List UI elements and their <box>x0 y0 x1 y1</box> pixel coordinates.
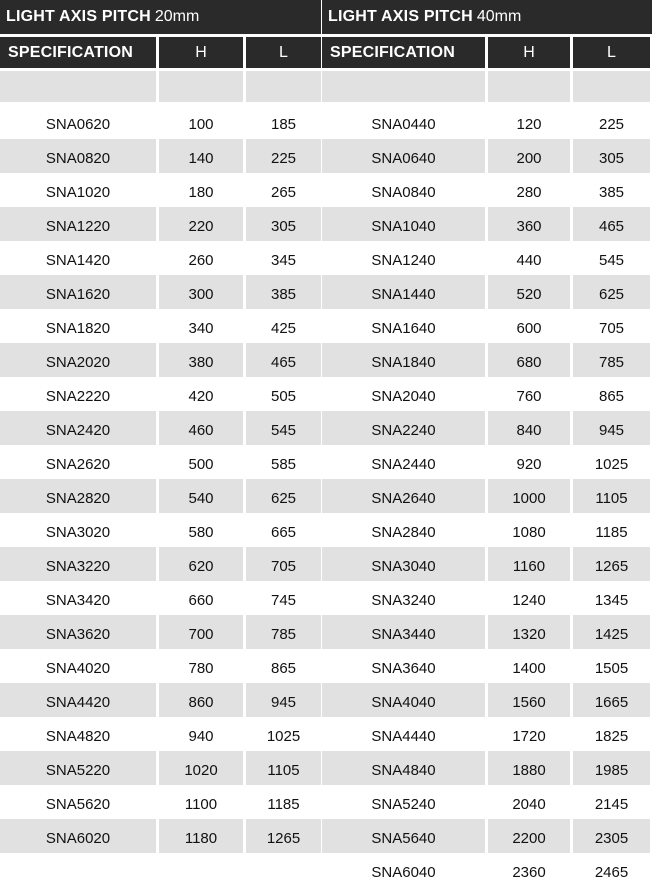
h-cell: 1160 <box>488 547 570 581</box>
table-row <box>0 105 321 139</box>
spec-cell: SNA3220 <box>0 547 156 581</box>
h-cell: 2200 <box>488 819 570 853</box>
spec-cell: SNA1040 <box>322 207 485 241</box>
l-cell: 545 <box>246 411 321 445</box>
l-cell: 1185 <box>246 785 321 819</box>
table-row <box>322 819 652 853</box>
h-cell: 1080 <box>488 513 570 547</box>
spec-cell: SNA3040 <box>322 547 485 581</box>
h-cell: 1180 <box>159 819 243 853</box>
spec-cell: SNA4440 <box>322 717 485 751</box>
l-cell: 305 <box>246 207 321 241</box>
h-cell: 260 <box>159 241 243 275</box>
h-cell: 660 <box>159 581 243 615</box>
spec-cell: SNA0840 <box>322 173 485 207</box>
spec-cell: SNA1440 <box>322 275 485 309</box>
table-row <box>322 343 652 377</box>
table-row <box>322 207 652 241</box>
table-row <box>322 173 652 207</box>
table-row <box>0 819 321 853</box>
spec-cell: SNA0440 <box>322 105 485 139</box>
table-row <box>0 343 321 377</box>
table-row <box>0 751 321 785</box>
spec-cell: SNA4040 <box>322 683 485 717</box>
spec-cell: SNA1840 <box>322 343 485 377</box>
l-cell: 345 <box>246 241 321 275</box>
spec-cell: SNA4820 <box>0 717 156 751</box>
spec-cell: SNA1020 <box>0 173 156 207</box>
table-row <box>0 785 321 819</box>
table-pitch-40mm <box>322 0 652 887</box>
spec-cell: SNA2420 <box>0 411 156 445</box>
spec-cell: SNA0640 <box>322 139 485 173</box>
h-cell: 1400 <box>488 649 570 683</box>
l-cell: 1025 <box>246 717 321 751</box>
spec-cell: SNA3020 <box>0 513 156 547</box>
spec-cell: SNA1220 <box>0 207 156 241</box>
l-cell: 585 <box>246 445 321 479</box>
l-cell: 1825 <box>573 717 650 751</box>
spec-cell: SNA1620 <box>0 275 156 309</box>
h-cell: 220 <box>159 207 243 241</box>
l-cell: 865 <box>573 377 650 411</box>
spec-cell: SNA2840 <box>322 513 485 547</box>
h-cell: 300 <box>159 275 243 309</box>
table-row <box>322 411 652 445</box>
l-cell: 1185 <box>573 513 650 547</box>
table-row <box>0 241 321 275</box>
spec-cell: SNA4840 <box>322 751 485 785</box>
spec-cell: SNA5220 <box>0 751 156 785</box>
table-row <box>322 139 652 173</box>
h-cell: 920 <box>488 445 570 479</box>
l-cell: 2305 <box>573 819 650 853</box>
table-row <box>322 105 652 139</box>
spec-cell: SNA0620 <box>0 105 156 139</box>
spec-cell: SNA2020 <box>0 343 156 377</box>
spec-cell <box>0 71 156 102</box>
table-row <box>0 513 321 547</box>
table-row <box>322 717 652 751</box>
table-row <box>322 615 652 649</box>
table-row <box>0 377 321 411</box>
table-body <box>322 71 652 887</box>
title-label: LIGHT AXIS PITCH <box>6 8 151 25</box>
h-cell: 1880 <box>488 751 570 785</box>
l-cell: 625 <box>246 479 321 513</box>
l-cell: 225 <box>573 105 650 139</box>
l-cell: 785 <box>573 343 650 377</box>
spec-cell: SNA5620 <box>0 785 156 819</box>
l-cell: 465 <box>573 207 650 241</box>
table-row <box>322 513 652 547</box>
l-cell: 305 <box>573 139 650 173</box>
table-title <box>0 0 321 34</box>
l-cell: 665 <box>246 513 321 547</box>
table-row <box>0 683 321 717</box>
h-cell: 600 <box>488 309 570 343</box>
l-cell: 1025 <box>573 445 650 479</box>
spec-cell: SNA6020 <box>0 819 156 853</box>
table-row <box>0 275 321 309</box>
h-cell: 780 <box>159 649 243 683</box>
l-cell: 1265 <box>246 819 321 853</box>
h-cell <box>159 71 243 102</box>
spec-cell: SNA2040 <box>322 377 485 411</box>
h-cell: 380 <box>159 343 243 377</box>
title-pitch-value: 40mm <box>476 8 522 25</box>
table-row <box>322 445 652 479</box>
table-body <box>0 71 321 853</box>
h-cell: 500 <box>159 445 243 479</box>
header-l: L <box>573 37 650 68</box>
table-row <box>322 241 652 275</box>
l-cell: 1105 <box>246 751 321 785</box>
h-cell: 1320 <box>488 615 570 649</box>
l-cell: 2465 <box>573 853 650 887</box>
spec-cell: SNA2620 <box>0 445 156 479</box>
spec-cell: SNA5240 <box>322 785 485 819</box>
h-cell: 1100 <box>159 785 243 819</box>
h-cell: 1240 <box>488 581 570 615</box>
h-cell: 520 <box>488 275 570 309</box>
table-row <box>0 71 321 102</box>
spec-cell: SNA6040 <box>322 853 485 887</box>
h-cell: 580 <box>159 513 243 547</box>
table-row <box>0 173 321 207</box>
l-cell: 545 <box>573 241 650 275</box>
h-cell: 2040 <box>488 785 570 819</box>
h-cell: 940 <box>159 717 243 751</box>
column-headers <box>0 37 321 68</box>
spec-cell: SNA0820 <box>0 139 156 173</box>
l-cell: 1985 <box>573 751 650 785</box>
spec-cell: SNA3240 <box>322 581 485 615</box>
l-cell: 865 <box>246 649 321 683</box>
h-cell: 1000 <box>488 479 570 513</box>
header-specification: SPECIFICATION <box>322 37 485 68</box>
table-row <box>322 751 652 785</box>
table-row <box>322 785 652 819</box>
l-cell: 785 <box>246 615 321 649</box>
h-cell: 1020 <box>159 751 243 785</box>
h-cell: 420 <box>159 377 243 411</box>
header-l: L <box>246 37 321 68</box>
h-cell: 540 <box>159 479 243 513</box>
l-cell: 385 <box>573 173 650 207</box>
l-cell: 1105 <box>573 479 650 513</box>
table-row <box>0 309 321 343</box>
table-row <box>322 649 652 683</box>
table-row <box>322 683 652 717</box>
header-h: H <box>159 37 243 68</box>
h-cell: 1720 <box>488 717 570 751</box>
h-cell: 180 <box>159 173 243 207</box>
l-cell: 1345 <box>573 581 650 615</box>
l-cell: 385 <box>246 275 321 309</box>
title-pitch-value: 20mm <box>154 8 200 25</box>
h-cell: 760 <box>488 377 570 411</box>
spacer-cell <box>322 71 485 102</box>
l-cell <box>246 71 321 102</box>
table-row <box>0 139 321 173</box>
spec-cell: SNA2640 <box>322 479 485 513</box>
l-cell: 265 <box>246 173 321 207</box>
table-row <box>322 581 652 615</box>
title-label: LIGHT AXIS PITCH <box>328 8 473 25</box>
h-cell: 860 <box>159 683 243 717</box>
table-row <box>0 445 321 479</box>
h-cell: 440 <box>488 241 570 275</box>
table-title <box>322 0 652 34</box>
h-cell: 840 <box>488 411 570 445</box>
table-row <box>322 853 652 887</box>
table-row <box>0 207 321 241</box>
l-cell: 225 <box>246 139 321 173</box>
table-row <box>0 717 321 751</box>
l-cell: 425 <box>246 309 321 343</box>
h-cell: 460 <box>159 411 243 445</box>
l-cell: 505 <box>246 377 321 411</box>
column-headers <box>322 37 652 68</box>
h-cell: 140 <box>159 139 243 173</box>
spec-cell: SNA3440 <box>322 615 485 649</box>
h-cell: 280 <box>488 173 570 207</box>
header-specification: SPECIFICATION <box>0 37 156 68</box>
table-row <box>322 309 652 343</box>
l-cell: 465 <box>246 343 321 377</box>
spec-cell: SNA5640 <box>322 819 485 853</box>
spec-cell: SNA3620 <box>0 615 156 649</box>
l-cell: 945 <box>573 411 650 445</box>
table-row <box>0 649 321 683</box>
spec-cell: SNA2440 <box>322 445 485 479</box>
spec-cell: SNA1640 <box>322 309 485 343</box>
l-cell: 2145 <box>573 785 650 819</box>
l-cell: 745 <box>246 581 321 615</box>
h-cell: 200 <box>488 139 570 173</box>
table-pitch-20mm <box>0 0 321 853</box>
h-cell: 120 <box>488 105 570 139</box>
h-cell: 340 <box>159 309 243 343</box>
spec-cell: SNA2240 <box>322 411 485 445</box>
table-row <box>322 547 652 581</box>
spacer-cell <box>573 71 650 102</box>
table-row <box>322 479 652 513</box>
l-cell: 1425 <box>573 615 650 649</box>
spec-cell: SNA1420 <box>0 241 156 275</box>
h-cell: 100 <box>159 105 243 139</box>
spec-cell: SNA3420 <box>0 581 156 615</box>
spec-cell: SNA4020 <box>0 649 156 683</box>
l-cell: 625 <box>573 275 650 309</box>
spec-cell: SNA1240 <box>322 241 485 275</box>
l-cell: 705 <box>573 309 650 343</box>
l-cell: 1505 <box>573 649 650 683</box>
spec-cell: SNA2220 <box>0 377 156 411</box>
l-cell: 945 <box>246 683 321 717</box>
table-row <box>322 275 652 309</box>
h-cell: 620 <box>159 547 243 581</box>
table-row <box>0 581 321 615</box>
table-row <box>0 547 321 581</box>
table-row <box>0 615 321 649</box>
h-cell: 2360 <box>488 853 570 887</box>
spacer-cell <box>488 71 570 102</box>
table-row <box>0 411 321 445</box>
h-cell: 360 <box>488 207 570 241</box>
l-cell: 1265 <box>573 547 650 581</box>
table-row <box>0 479 321 513</box>
spec-cell: SNA3640 <box>322 649 485 683</box>
l-cell: 185 <box>246 105 321 139</box>
h-cell: 1560 <box>488 683 570 717</box>
h-cell: 680 <box>488 343 570 377</box>
l-cell: 705 <box>246 547 321 581</box>
table-row <box>322 377 652 411</box>
header-h: H <box>488 37 570 68</box>
spec-cell: SNA1820 <box>0 309 156 343</box>
h-cell: 700 <box>159 615 243 649</box>
spacer-row <box>322 71 652 102</box>
l-cell: 1665 <box>573 683 650 717</box>
spec-cell: SNA4420 <box>0 683 156 717</box>
spec-cell: SNA2820 <box>0 479 156 513</box>
